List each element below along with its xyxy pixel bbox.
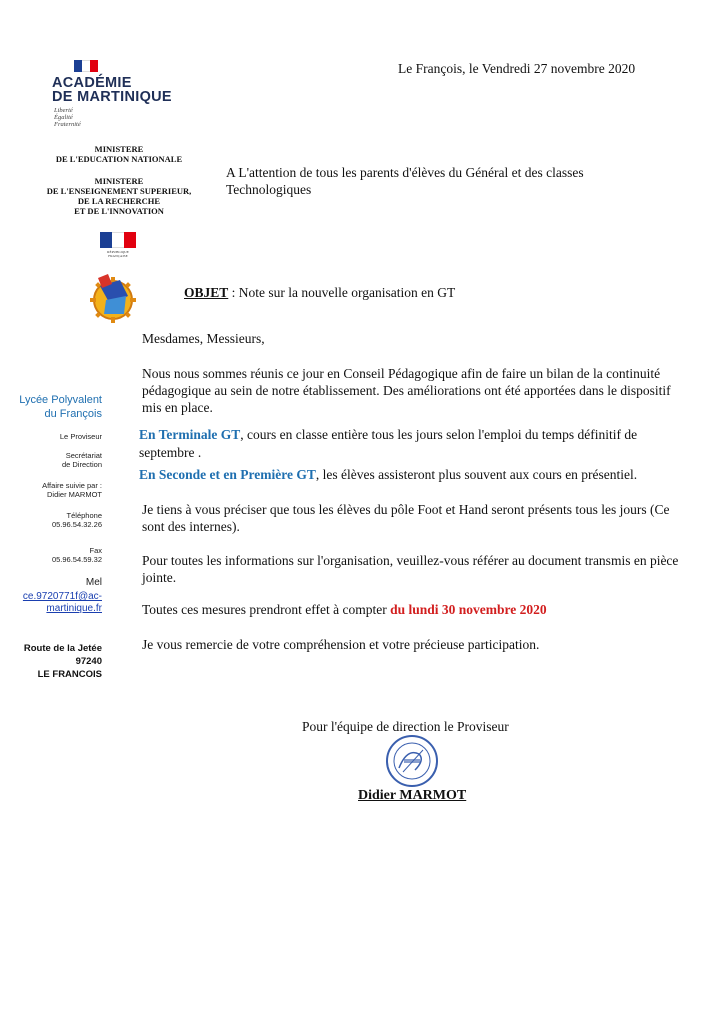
school-name: Lycée Polyvalent du François <box>19 394 102 420</box>
mel-label: Mel <box>85 577 102 588</box>
paragraph-terminale: En Terminale GT, cours en classe entière tous les jours selon l'emploi du temps définitif de septembre . <box>139 427 638 460</box>
paragraph-7: Je vous remercie de votre compréhension et votre précieuse participation. <box>142 637 540 652</box>
email-link[interactable]: ce.9720771f@ac- martinique.fr <box>22 591 102 614</box>
school-emblem-icon <box>90 270 136 328</box>
paragraph-6: Toutes ces mesures prendront effet à compter du lundi 30 novembre 2020 <box>142 602 547 617</box>
official-stamp-icon <box>385 734 439 788</box>
subject-key: OBJET <box>184 285 229 300</box>
motto-fraternite: Fraternité <box>54 121 81 128</box>
subject-text: : Note sur la nouvelle organisation en GT <box>228 285 456 300</box>
ministry-higher-education: MINISTERE DE L'ENSEIGNEMENT SUPERIEUR, DE LA RECHERCHE ET DE L'INNOVATION <box>46 176 192 216</box>
paragraph-5: Pour toutes les informations sur l'organisation, veuillez-vous référer au document transmis en pièce jointe. <box>142 553 679 585</box>
academy-logo <box>50 56 200 126</box>
academy-name-line1: ACADÉMIE <box>52 75 132 91</box>
motto-egalite: Égalité <box>54 114 73 121</box>
role-label: Le Proviseur <box>59 432 102 441</box>
telephone-block: Téléphone 05.96.54.32.26 <box>51 511 102 529</box>
paragraph-seconde: En Seconde et en Première GT, les élèves assisteront plus souvent aux cours en présentiel. <box>139 467 638 482</box>
french-flag-icon <box>74 60 98 72</box>
marianne-logo-icon <box>98 232 138 258</box>
affaire-label: Affaire suivie par : Didier MARMOT <box>42 481 102 499</box>
secretariat-label: Secrétariat de Direction <box>61 451 102 469</box>
letter-date: Le François, le Vendredi 27 novembre 2020 <box>398 61 636 76</box>
salutation: Mesdames, Messieurs, <box>142 331 265 346</box>
effective-date: du lundi 30 novembre 2020 <box>390 602 547 617</box>
attention-line: A L'attention de tous les parents d'élèves du Général et des classes Technologiques <box>226 165 584 197</box>
fax-block: Fax 05.96.54.59.32 <box>51 546 102 564</box>
academy-name-line2: DE MARTINIQUE <box>52 89 172 105</box>
republic-text: RÉPUBLIQUE FRANÇAISE <box>107 250 129 258</box>
subject-line <box>184 285 455 301</box>
address-block: Route de la Jetée 97240 LE FRANCOIS <box>23 643 102 680</box>
seconde-highlight: En Seconde et en Première GT <box>139 467 316 482</box>
paragraph-1: Nous nous sommes réunis ce jour en Conseil Pédagogique afin de faire un bilan de la continuité pédagogique au sein de notre établissement. Des améliorations ont été apportées dans le dispositif mis en place. <box>142 366 671 415</box>
paragraph-4: Je tiens à vous préciser que tous les élèves du pôle Foot et Hand seront présents tous les jours (Ce sont des internes). <box>142 502 670 534</box>
motto-liberte: Liberté <box>54 107 73 114</box>
ministry-education: MINISTERE DE L'EDUCATION NATIONALE <box>55 144 183 164</box>
signer-name: Didier MARMOT <box>358 788 467 803</box>
signature-intro: Pour l'équipe de direction le Proviseur <box>302 719 509 734</box>
terminale-highlight: En Terminale GT <box>139 427 241 442</box>
